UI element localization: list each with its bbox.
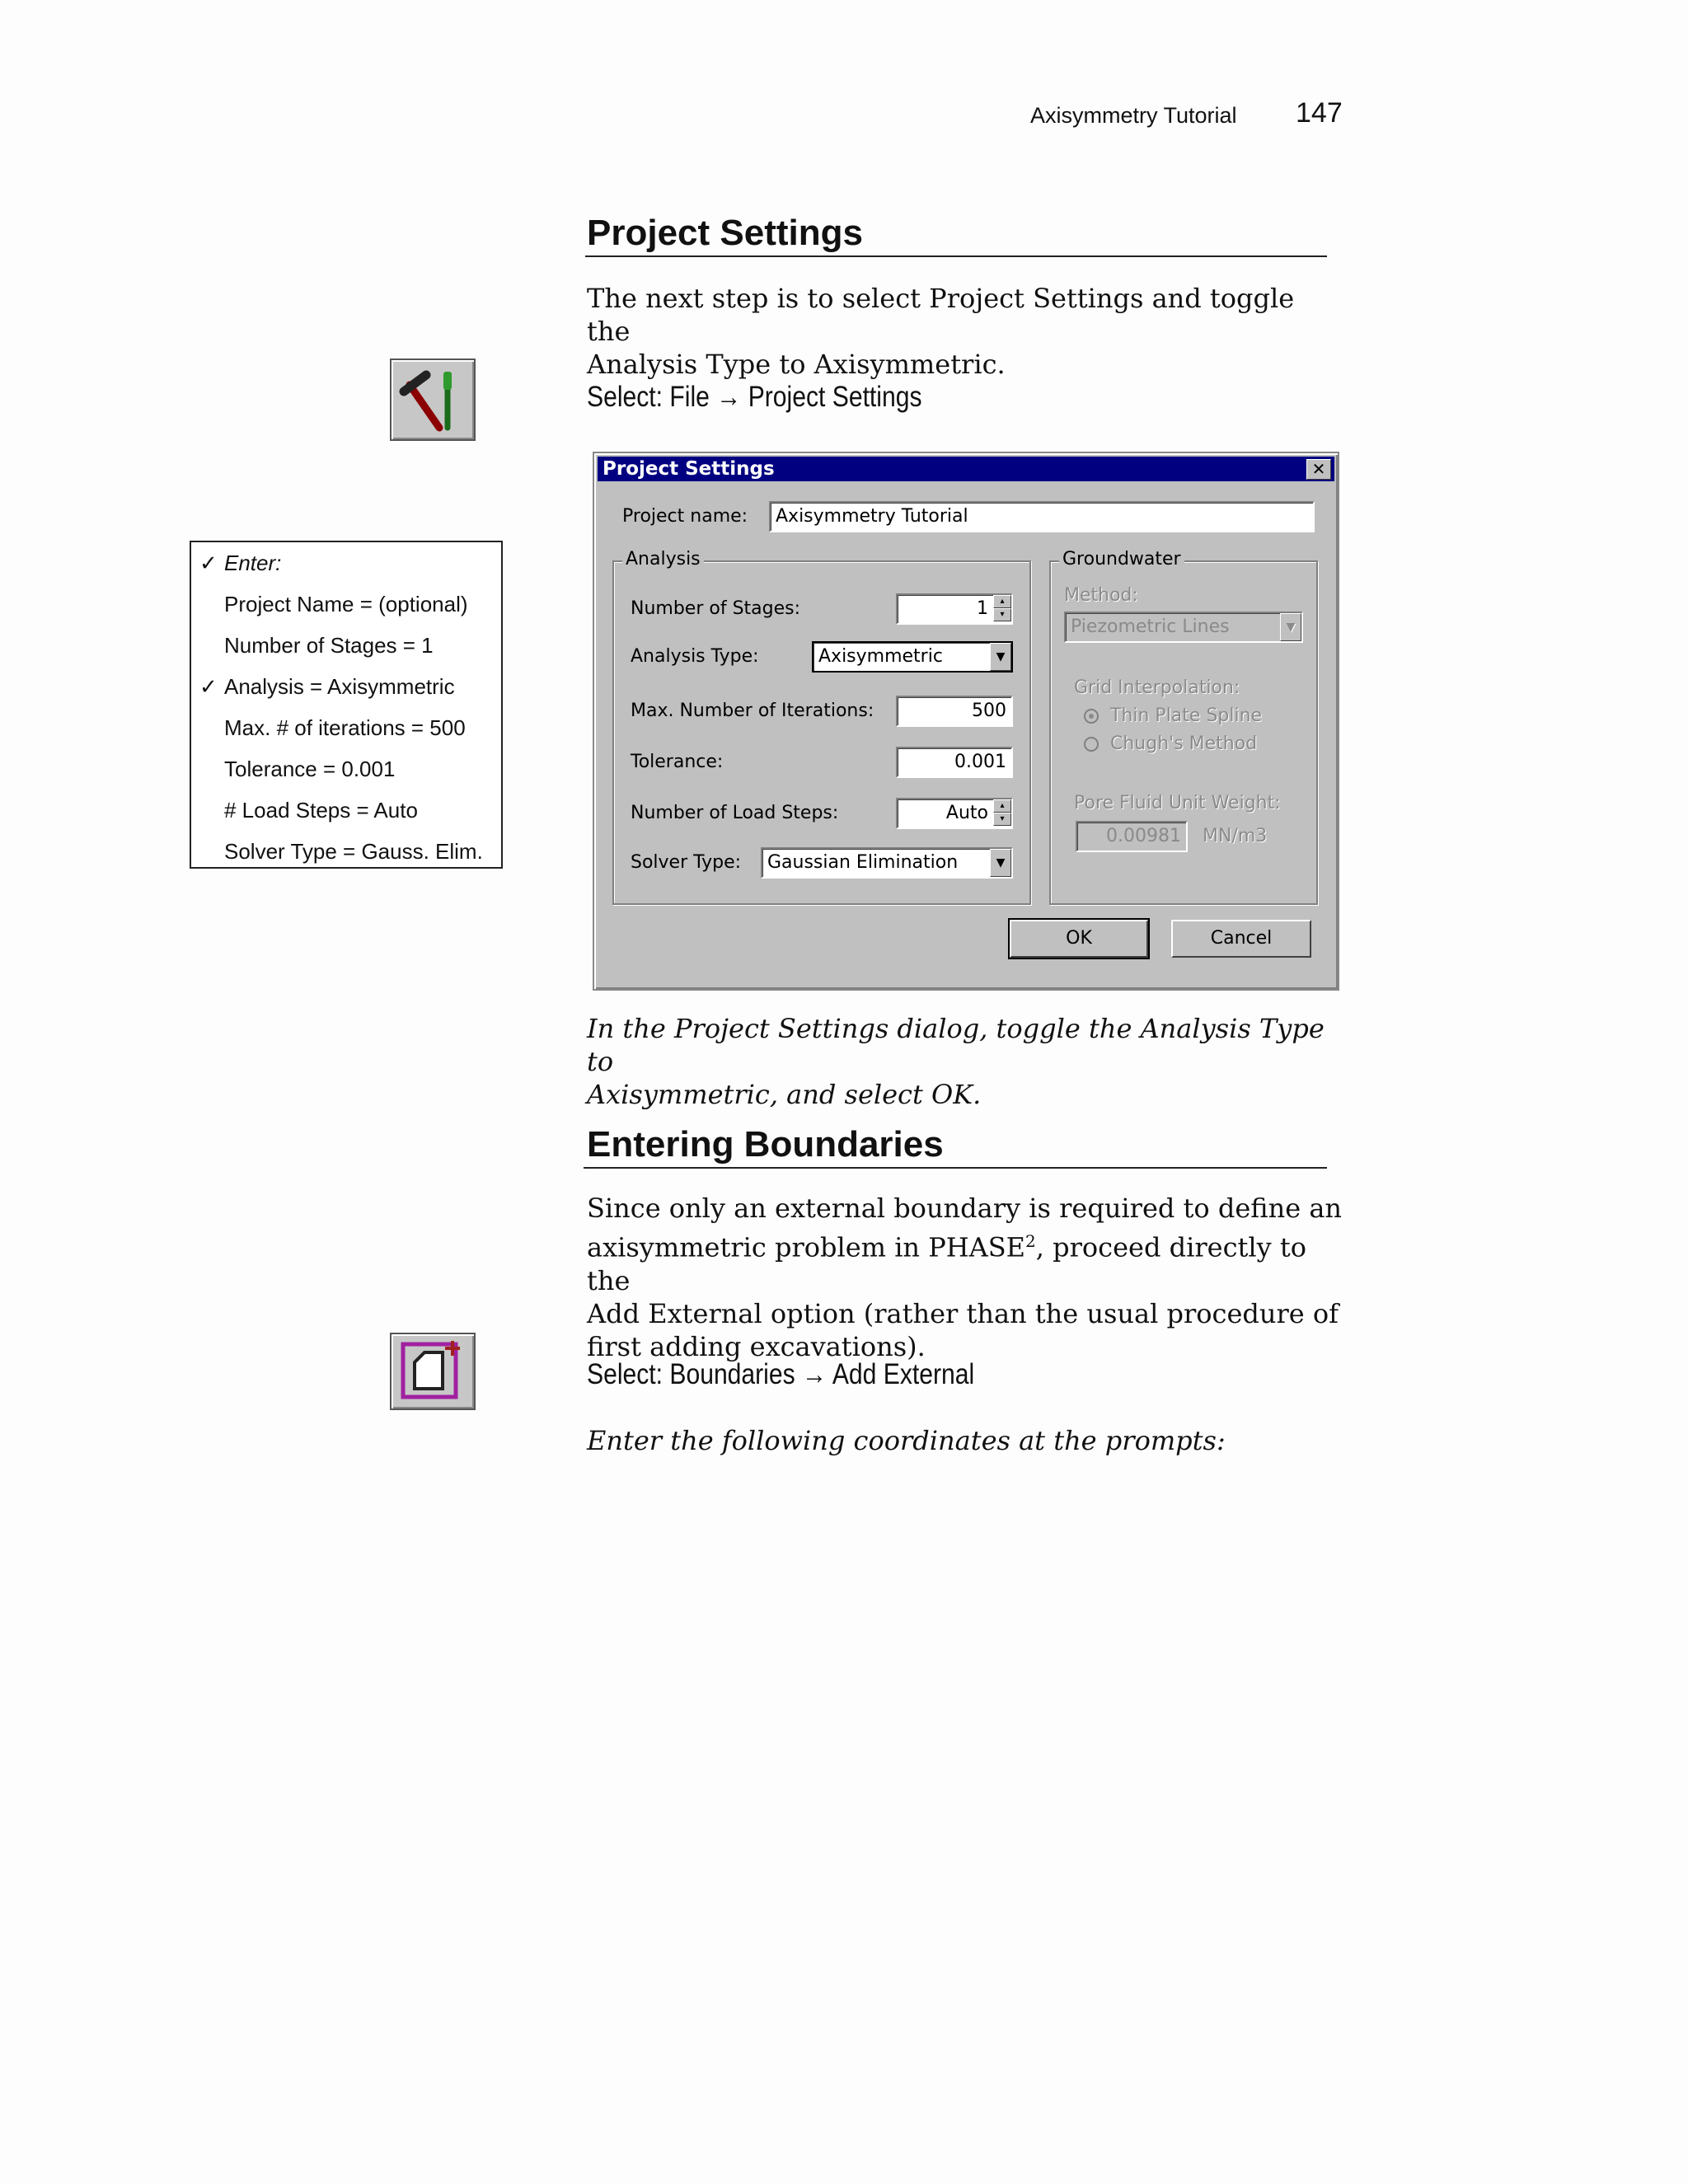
checklist-item: # Load Steps = Auto (224, 798, 418, 823)
chevron-down-icon[interactable]: ▼ (990, 849, 1011, 877)
tolerance-input[interactable]: 0.001 (896, 747, 1013, 778)
chughs-method-radio (1084, 737, 1099, 752)
paragraph-text: , proceed directly to the (587, 1231, 1306, 1296)
dialog-title: Project Settings (603, 458, 775, 480)
caption-line: In the Project Settings dialog, toggle the Analysis Type to (587, 1013, 1325, 1077)
dialog-caption (587, 1012, 1329, 1111)
coordinates-caption: Enter the following coordinates at the prompts: (587, 1425, 1226, 1456)
thin-plate-spline-radio (1084, 709, 1099, 724)
checklist-item: Tolerance = 0.001 (224, 757, 396, 781)
pore-fluid-unit-weight-label: Pore Fluid Unit Weight: (1074, 793, 1281, 813)
project-name-input[interactable]: Axisymmetry Tutorial (769, 501, 1315, 532)
method-value: Piezometric Lines (1071, 616, 1230, 637)
section-heading-project-settings: Project Settings (587, 213, 863, 253)
thin-plate-spline-label: Thin Plate Spline (1110, 705, 1263, 726)
paragraph-text: axisymmetric problem in PHASE (587, 1231, 1026, 1263)
add-external-boundary-icon (392, 1334, 474, 1408)
page-number: 147 (1296, 97, 1343, 129)
analysis-type-value: Axisymmetric (818, 646, 943, 667)
ok-button[interactable]: OK (1010, 920, 1148, 958)
iterations-input[interactable]: 500 (896, 696, 1013, 727)
stages-value: 1 (977, 598, 988, 619)
stages-spinner[interactable] (993, 595, 1011, 623)
project-name-label: Project name: (622, 506, 748, 527)
dialog-titlebar[interactable] (598, 457, 1334, 481)
caption-line: Axisymmetric, and select OK. (587, 1079, 982, 1110)
solver-type-value: Gaussian Elimination (767, 852, 959, 873)
select-file-project-settings: Select: File → Project Settings (587, 381, 922, 413)
checkmark-icon: ✓ (199, 674, 218, 699)
groundwater-group-title: Groundwater (1059, 549, 1184, 569)
checkmark-icon: ✓ (199, 551, 218, 575)
spin-up-icon[interactable]: ▴ (993, 799, 1011, 813)
stages-label: Number of Stages: (631, 598, 801, 619)
paragraph-line: first adding excavations). (587, 1330, 926, 1362)
spin-up-icon[interactable]: ▴ (993, 595, 1011, 608)
unit-weight-unit: MN/m3 (1203, 826, 1268, 846)
add-external-boundary-icon[interactable] (390, 1333, 476, 1410)
analysis-group-title: Analysis (622, 549, 704, 569)
close-icon[interactable]: ✕ (1306, 459, 1331, 480)
chevron-down-icon: ▼ (1280, 613, 1301, 641)
stages-spin-input[interactable] (896, 593, 1013, 625)
project-settings-dialog (593, 452, 1339, 991)
checklist-item: Analysis = Axisymmetric (224, 674, 455, 699)
method-select (1064, 612, 1303, 643)
unit-weight-input: 0.00981 (1076, 821, 1188, 852)
project-settings-tools-icon[interactable] (390, 359, 476, 441)
tolerance-label: Tolerance: (631, 752, 724, 772)
load-steps-spinner[interactable] (993, 799, 1011, 827)
solver-type-label: Solver Type: (631, 852, 742, 873)
checklist-heading: Enter: (224, 551, 282, 575)
section-heading-entering-boundaries: Entering Boundaries (587, 1124, 944, 1165)
load-steps-spin-input[interactable] (896, 798, 1013, 829)
chevron-down-icon[interactable]: ▼ (990, 643, 1011, 671)
checklist-item: Number of Stages = 1 (224, 633, 434, 658)
spin-down-icon[interactable]: ▾ (993, 813, 1011, 826)
chughs-method-label: Chugh's Method (1110, 733, 1258, 754)
heading-rule (584, 1167, 1327, 1169)
checklist-item: Solver Type = Gauss. Elim. (224, 839, 483, 864)
running-title: Axisymmetry Tutorial (1030, 103, 1237, 128)
select-boundaries-add-external: Select: Boundaries → Add External (587, 1358, 975, 1390)
iterations-label: Max. Number of Iterations: (631, 701, 874, 721)
paragraph-line: Add External option (rather than the usual procedure of (587, 1297, 1339, 1329)
paragraph-line: Since only an external boundary is required to define an (587, 1193, 1343, 1224)
load-steps-label: Number of Load Steps: (631, 803, 839, 823)
cancel-button[interactable]: Cancel (1171, 920, 1311, 958)
spin-down-icon[interactable]: ▾ (993, 608, 1011, 621)
checklist-item: Max. # of iterations = 500 (224, 715, 466, 740)
solver-type-select[interactable] (761, 847, 1013, 879)
analysis-type-label: Analysis Type: (631, 646, 759, 667)
analysis-type-select[interactable] (812, 641, 1013, 673)
intro-paragraph (587, 282, 1329, 381)
project-settings-tools-icon (392, 360, 474, 439)
method-label: Method: (1064, 585, 1138, 606)
superscript: 2 (1025, 1231, 1036, 1251)
intro-line: The next step is to select Project Settings and toggle the (587, 283, 1295, 347)
load-steps-value: Auto (945, 803, 988, 823)
grid-interpolation-label: Grid Interpolation: (1074, 677, 1240, 698)
intro-line: Analysis Type to Axisymmetric. (587, 349, 1006, 380)
heading-rule (585, 255, 1327, 257)
paragraph-line (587, 1225, 1345, 1297)
checklist-item: Project Name = (optional) (224, 592, 468, 616)
boundaries-paragraph (587, 1192, 1345, 1363)
enter-checklist-box (190, 541, 503, 869)
